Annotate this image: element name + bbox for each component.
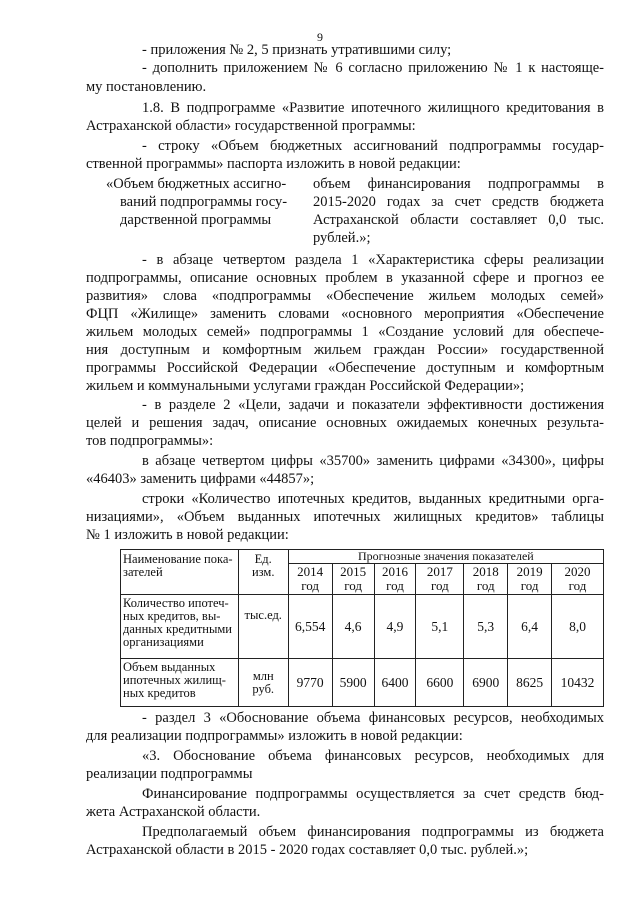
row-name-line: данных кредитными — [123, 622, 232, 636]
text-line: целей и решения задач, описание основных ожидаемых конечных результа- — [86, 415, 604, 431]
indicators-table — [120, 549, 604, 707]
row-name-line: ных кредитов, вы- — [123, 609, 221, 623]
text-line: развития» слова «подпрограммы «Обеспечение жильем молодых семей» — [86, 288, 604, 304]
text-line: реализации подпрограммы — [86, 766, 253, 782]
text-line: - в разделе 2 «Цели, задачи и показатели эффективности достижения — [142, 397, 604, 413]
year-label: 2018 — [472, 564, 499, 579]
text-line: ния доступным и комфортным жильем граждан России» государственной — [86, 342, 604, 358]
text-line: № 1 изложить в новой редакции: — [86, 527, 289, 543]
text-line: жета Астраханской области. — [86, 804, 261, 820]
year-word: год — [386, 578, 404, 593]
passport-left-line: ваний подпрограммы госу- — [120, 194, 288, 210]
header-unit-line: Ед. — [254, 552, 272, 566]
text-line: низациями», «Объем выданных ипотечных жилищных кредитов» таблицы — [86, 509, 604, 525]
year-word: год — [301, 578, 320, 593]
text-line: программы Российской Федерации «Обеспечение доступным и комфортным — [86, 360, 604, 376]
text-line: «3. Обоснование объема финансовых ресурсов, необходимых для — [142, 748, 604, 764]
section-heading-line: 1.8. В подпрограмме «Развитие ипотечного жилищного кредитования в — [142, 100, 604, 116]
text-line: Финансирование подпрограммы осуществляется за счет средств бюд- — [142, 786, 604, 802]
text-line: Астраханской области» государственной программы: — [86, 118, 416, 134]
row-unit-line: млн — [252, 668, 274, 683]
text-line: - дополнить приложением № 6 согласно приложению № 1 к настояще- — [142, 60, 604, 76]
passport-right-line: объем финансирования подпрограммы в — [313, 176, 604, 192]
year-label: 2017 — [426, 564, 453, 579]
text-line: тов подпрограммы»: — [86, 433, 214, 449]
text-line: - строку «Объем бюджетных ассигнований подпрограммы государ- — [142, 138, 604, 154]
passport-right-line: рублей.»; — [313, 230, 371, 246]
year-label: 2016 — [381, 564, 408, 579]
year-word: год — [568, 578, 587, 593]
passport-left-line: «Объем бюджетных ассигно- — [106, 176, 287, 192]
year-header — [464, 564, 508, 595]
row-value: 6600 — [416, 659, 464, 707]
year-header — [416, 564, 464, 595]
row-name — [121, 595, 239, 659]
row-value: 6900 — [464, 659, 508, 707]
row-value: 6400 — [374, 659, 416, 707]
text-line: в абзаце четвертом цифры «35700» заменить цифрами «34300», цифры — [142, 453, 604, 469]
year-word: год — [344, 578, 362, 593]
year-word: год — [520, 578, 539, 593]
table-header-unit — [238, 550, 288, 595]
year-header — [332, 564, 374, 595]
row-value: 5900 — [332, 659, 374, 707]
year-label: 2019 — [516, 564, 543, 579]
year-label: 2015 — [340, 564, 367, 579]
year-word: год — [430, 578, 449, 593]
row-value: 8625 — [508, 659, 552, 707]
row-name-line: ипотечных жилищ- — [123, 673, 226, 687]
year-label: 2014 — [297, 564, 324, 579]
row-value: 5,3 — [464, 595, 508, 659]
year-header — [552, 564, 604, 595]
row-value: 10432 — [552, 659, 604, 707]
year-header — [508, 564, 552, 595]
row-name-line: Объем выданных — [123, 660, 216, 674]
text-line: строки «Количество ипотечных кредитов, выданных кредитными орга- — [142, 491, 604, 507]
row-name-line: организациями — [123, 635, 204, 649]
passport-right-line: 2015-2020 годах за счет средств бюджета — [313, 194, 604, 210]
table-row — [121, 659, 604, 707]
header-name-line: зателей — [123, 565, 163, 579]
text-line: Астраханской области в 2015 - 2020 годах составляет 0,0 тыс. рублей.»; — [86, 842, 529, 858]
year-header — [374, 564, 416, 595]
header-unit-line: изм. — [251, 565, 275, 579]
table-header-name — [121, 550, 239, 595]
row-name — [121, 659, 239, 707]
passport-right-line: Астраханской области составляет 0,0 тыс. — [313, 212, 604, 228]
row-unit-line: руб. — [252, 681, 275, 696]
text-line: подпрограммы, описание основных проблем в указанной сфере и прогноз ее — [86, 270, 604, 286]
passport-left-line: дарственной программы — [120, 212, 272, 228]
row-unit — [238, 595, 288, 659]
row-value: 4,6 — [332, 595, 374, 659]
text-line: для реализации подпрограммы» изложить в новой редакции: — [86, 728, 463, 744]
text-line: - приложения № 2, 5 признать утратившими силу; — [142, 42, 452, 58]
row-value: 4,9 — [374, 595, 416, 659]
text-line: ФЦП «Жилище» заменить словами «основного мероприятия «Обеспечение — [86, 306, 604, 322]
text-line: «46403» заменить цифрами «44857»; — [86, 471, 315, 487]
row-name-line: Количество ипотеч- — [123, 596, 229, 610]
page-number: 9 — [317, 30, 323, 44]
text-line: му постановлению. — [86, 79, 207, 95]
row-value: 6,4 — [508, 595, 552, 659]
row-name-line: ных кредитов — [123, 686, 196, 700]
row-value: 9770 — [288, 659, 332, 707]
row-value: 6,554 — [288, 595, 332, 659]
table-header-forecast: Прогнозные значения показателей — [288, 550, 603, 564]
text-line: ственной программы» паспорта изложить в новой редакции: — [86, 156, 461, 172]
text-line: - раздел 3 «Обоснование объема финансовых ресурсов, необходимых — [142, 710, 604, 726]
row-unit — [238, 659, 288, 707]
row-value: 5,1 — [416, 595, 464, 659]
row-value: 8,0 — [552, 595, 604, 659]
year-label: 2020 — [564, 564, 591, 579]
table-row — [121, 595, 604, 659]
header-name-line: Наименование пока- — [123, 552, 233, 566]
text-line: - в абзаце четвертом раздела 1 «Характеристика сферы реализации — [142, 252, 604, 268]
text-line: Предполагаемый объем финансирования подпрограммы из бюджета — [142, 824, 604, 840]
year-word: год — [476, 578, 495, 593]
text-line: жильем молодых семей» подпрограммы 1 «Создание условий для обеспече- — [86, 324, 604, 340]
year-header — [288, 564, 332, 595]
row-unit-line: тыс.ед. — [244, 608, 282, 622]
text-line: жильем и коммунальными услугами граждан Российской Федерации»; — [86, 378, 525, 394]
